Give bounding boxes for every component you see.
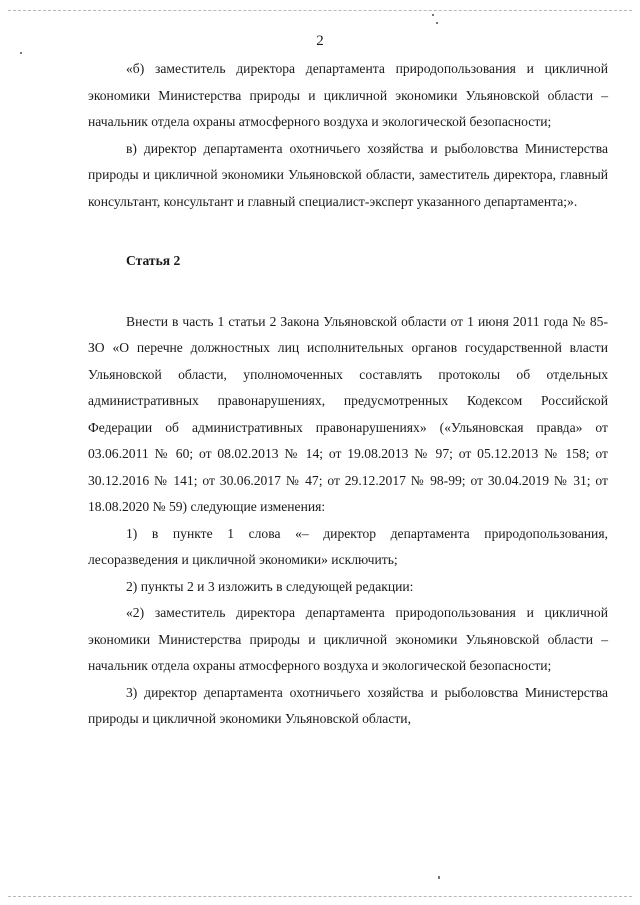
- scan-speck: [432, 14, 434, 16]
- scan-speck: [436, 22, 438, 24]
- paragraph: в) директор департамента охотничьего хозяйства и рыболовства Министерства природы и цикличной экономики Ульяновской области, заместитель директора, главный консультант, консультант и главный специалист-эксперт указанного департамента;».: [88, 140, 608, 209]
- paragraph: 1) в пункте 1 слова «– директор департамента природопользования, лесоразведения и цикличной экономики» исключить;: [88, 525, 608, 567]
- paragraph: 2) пункты 2 и 3 изложить в следующей редакции:: [126, 578, 414, 594]
- page-number: 2: [316, 33, 324, 49]
- scan-edge-top: [8, 10, 632, 11]
- paragraph: «2) заместитель директора департамента природопользования и цикличной экономики Министерства природы и цикличной экономики Ульяновской области – начальник отдела охраны атмосферного воздуха и экологической безопасности;: [88, 605, 608, 673]
- article-heading: Статья 2: [126, 253, 181, 268]
- scan-edge-bottom: [8, 896, 632, 897]
- paragraph: «б) заместитель директора департамента природопользования и цикличной экономики Министерства природы и цикличной экономики Ульяновской области – начальник отдела охраны атмосферного воздуха и экологической безопасности;: [88, 61, 608, 129]
- scan-speck: [438, 876, 440, 879]
- paragraph: Внести в часть 1 статьи 2 Закона Ульяновской области от 1 июня 2011 года № 85-ЗО «О перечне должностных лиц исполнительных органов государственной власти Ульяновской области, уполномоченных составлять протоколы об отдельных административных правонарушениях, предусмотренных Кодексом Российской Федерации об административных правонарушениях» («Ульяновская правда» от 03.06.2011 № 60; от 08.02.2013 № 14; от 19.08.2013 № 97; от 05.12.2013 № 158; от 30.12.2016 № 141; от 30.06.2017 № 47; от 29.12.2017 № 98-99; от 30.04.2019 № 31; от 18.08.2020 № 59) следующие изменения:: [88, 313, 608, 514]
- document-body: [88, 56, 608, 733]
- paragraph: 3) директор департамента охотничьего хозяйства и рыболовства Министерства природы и цикличной экономики Ульяновской области,: [88, 684, 608, 726]
- scan-speck: [20, 52, 22, 54]
